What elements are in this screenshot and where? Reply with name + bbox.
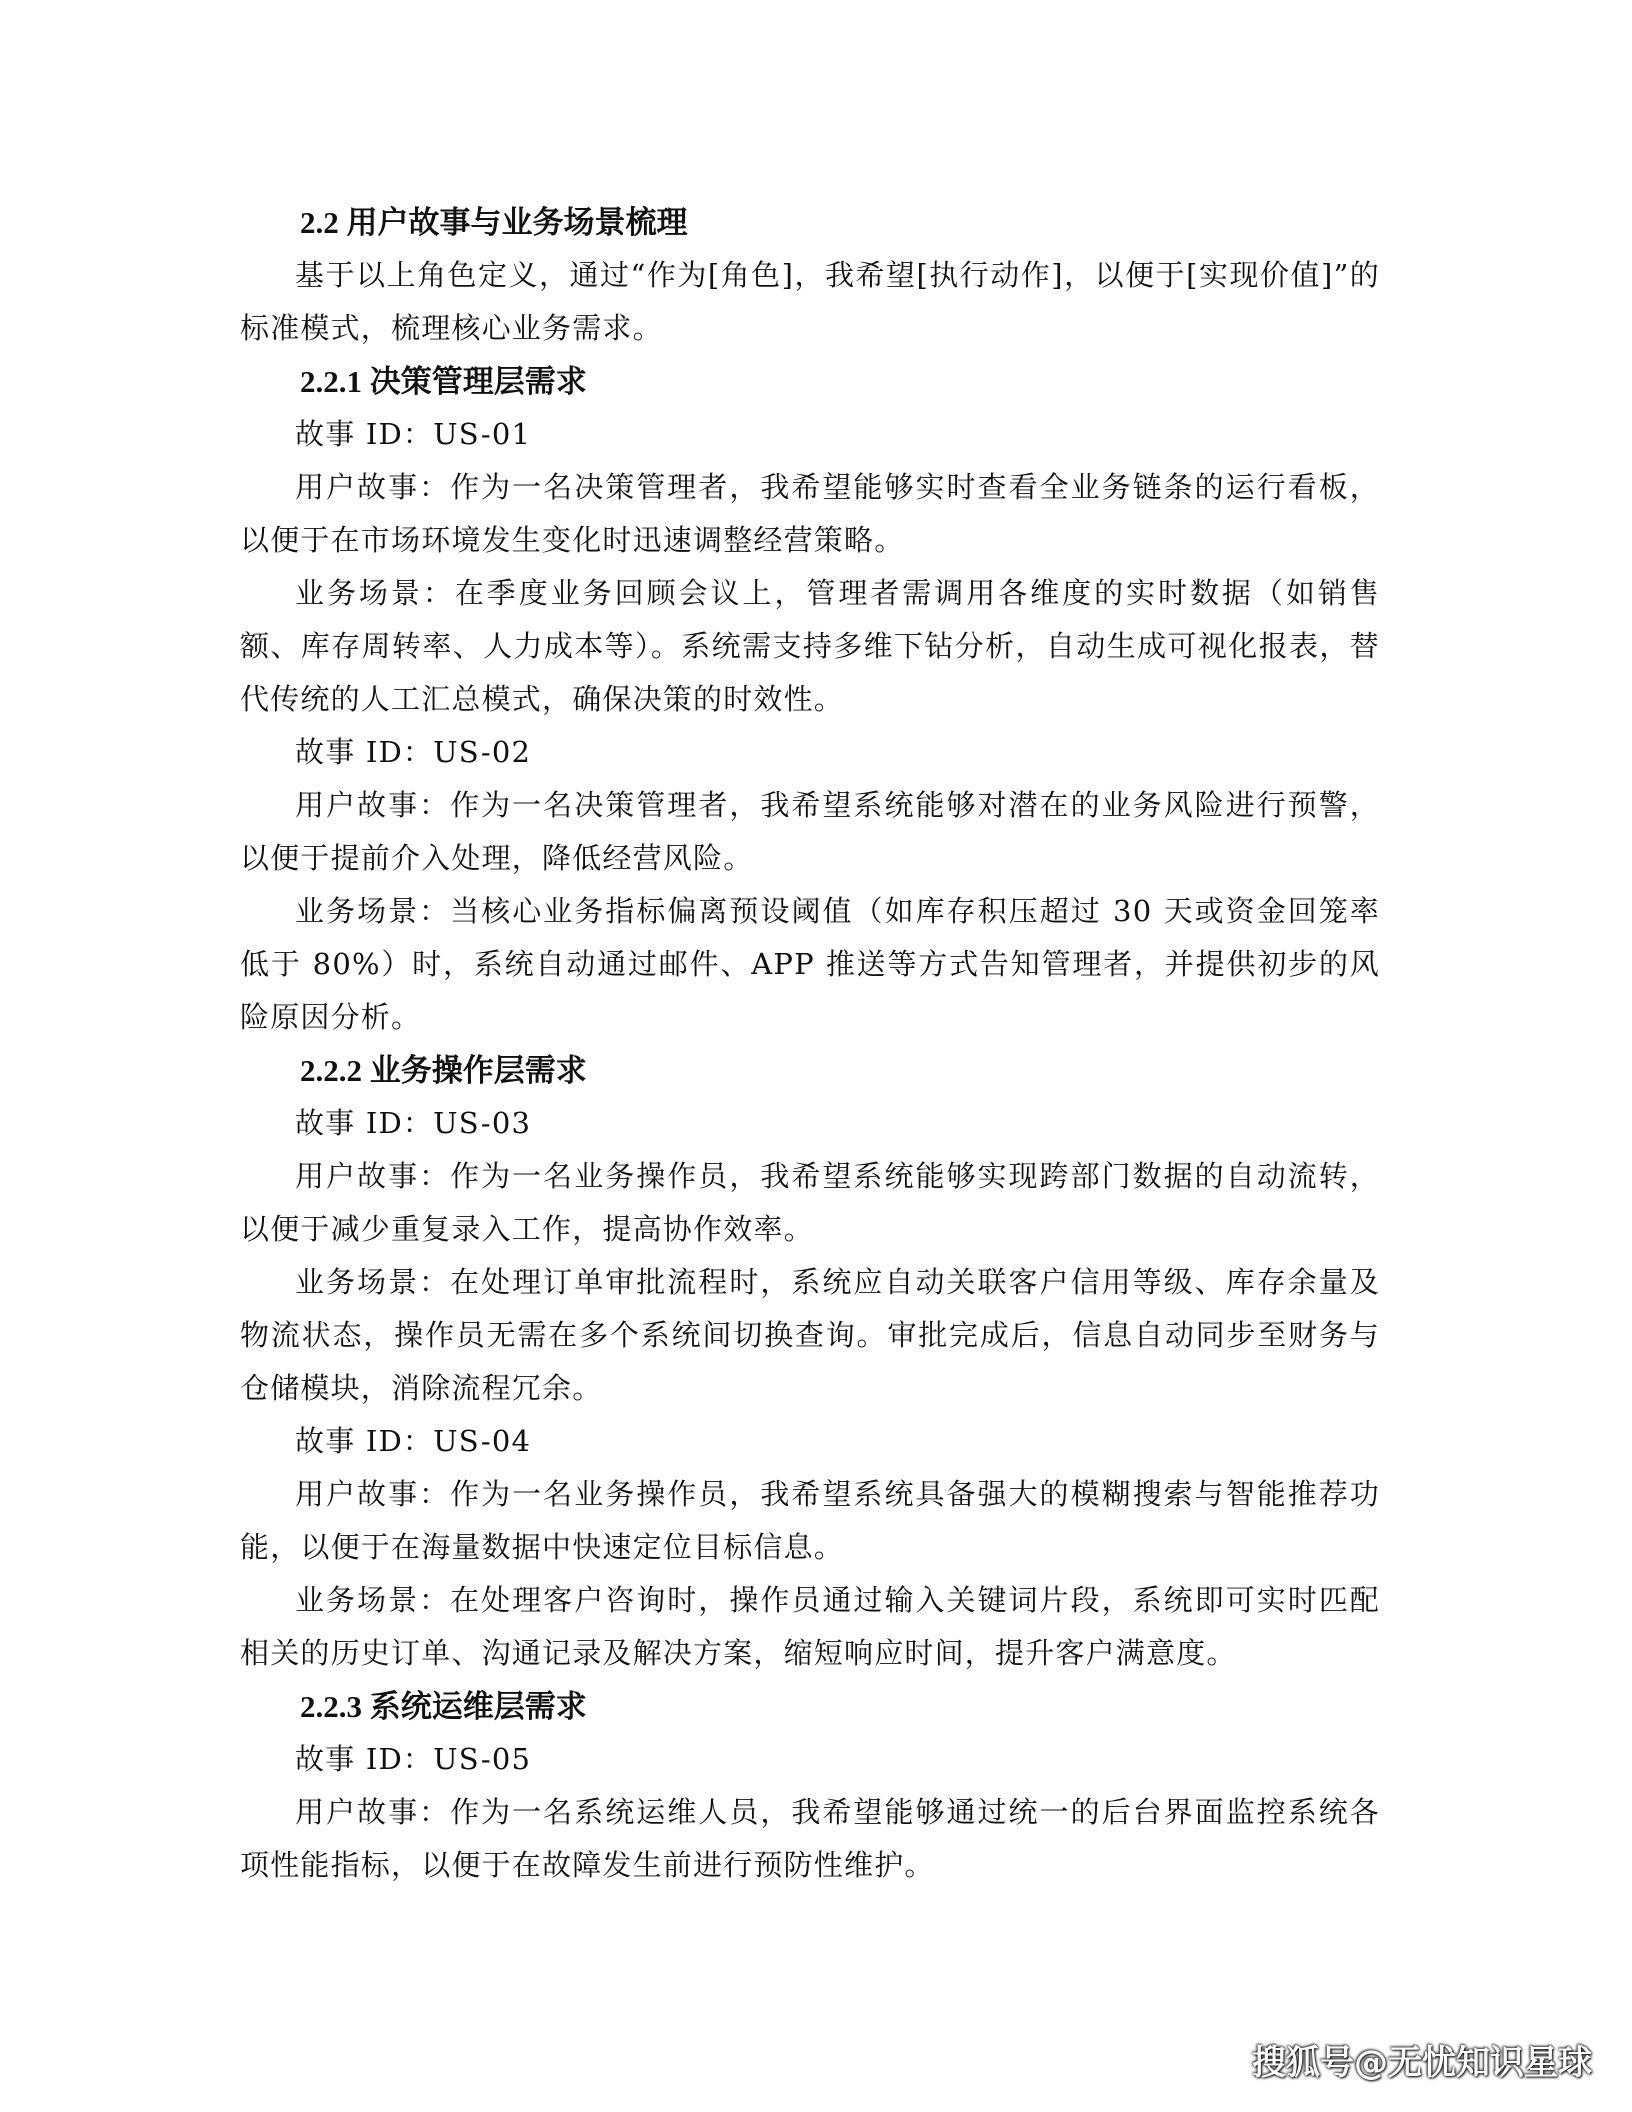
scenario-us-03: 业务场景：在处理订单审批流程时，系统应自动关联客户信用等级、库存余量及物流状态，操作员无需在多个系统间切换查询。审批完成后，信息自动同步至财务与仓储模块，消除流程冗余。 <box>240 1265 1380 1405</box>
user-story-us-03: 用户故事：作为一名业务操作员，我希望系统能够实现跨部门数据的自动流转，以便于减少重复录入工作，提高协作效率。 <box>240 1159 1380 1246</box>
watermark: 搜狐号@无忧知识星球 <box>1252 2043 1592 2083</box>
story-id-us-02: 故事 ID：US-02 <box>295 735 532 769</box>
scenario-us-02: 业务场景：当核心业务指标偏离预设阈值（如库存积压超过 30 天或资金回笼率低于 80%）时，系统自动通过邮件、APP 推送等方式告知管理者，并提供初步的风险原因分析。 <box>240 894 1380 1034</box>
heading-2-2-1: 2.2.1 决策管理层需求 <box>300 364 587 399</box>
story-id-us-03: 故事 ID：US-03 <box>295 1106 532 1140</box>
user-story-us-04: 用户故事：作为一名业务操作员，我希望系统具备强大的模糊搜索与智能推荐功能，以便于在海量数据中快速定位目标信息。 <box>240 1477 1380 1564</box>
heading-2-2: 2.2 用户故事与业务场景梳理 <box>300 205 688 240</box>
story-id-us-04: 故事 ID：US-04 <box>295 1424 532 1458</box>
user-story-us-02: 用户故事：作为一名决策管理者，我希望系统能够对潜在的业务风险进行预警，以便于提前介入处理，降低经营风险。 <box>240 788 1380 875</box>
document-body <box>240 196 1380 1892</box>
story-id-us-05: 故事 ID：US-05 <box>295 1742 532 1776</box>
user-story-us-01: 用户故事：作为一名决策管理者，我希望能够实时查看全业务链条的运行看板，以便于在市场环境发生变化时迅速调整经营策略。 <box>240 470 1380 557</box>
scenario-us-04: 业务场景：在处理客户咨询时，操作员通过输入关键词片段，系统即可实时匹配相关的历史订单、沟通记录及解决方案，缩短响应时间，提升客户满意度。 <box>240 1583 1380 1670</box>
heading-2-2-2: 2.2.2 业务操作层需求 <box>300 1053 587 1088</box>
intro-paragraph: 基于以上角色定义，通过“作为[角色]，我希望[执行动作]，以便于[实现价值]”的标准模式，梳理核心业务需求。 <box>240 258 1380 345</box>
story-id-us-01: 故事 ID：US-01 <box>295 417 532 451</box>
scenario-us-01: 业务场景：在季度业务回顾会议上，管理者需调用各维度的实时数据（如销售额、库存周转率、人力成本等）。系统需支持多维下钻分析，自动生成可视化报表，替代传统的人工汇总模式，确保决策的时效性。 <box>240 576 1380 716</box>
heading-2-2-3: 2.2.3 系统运维层需求 <box>300 1689 587 1724</box>
user-story-us-05: 用户故事：作为一名系统运维人员，我希望能够通过统一的后台界面监控系统各项性能指标，以便于在故障发生前进行预防性维护。 <box>240 1795 1380 1882</box>
